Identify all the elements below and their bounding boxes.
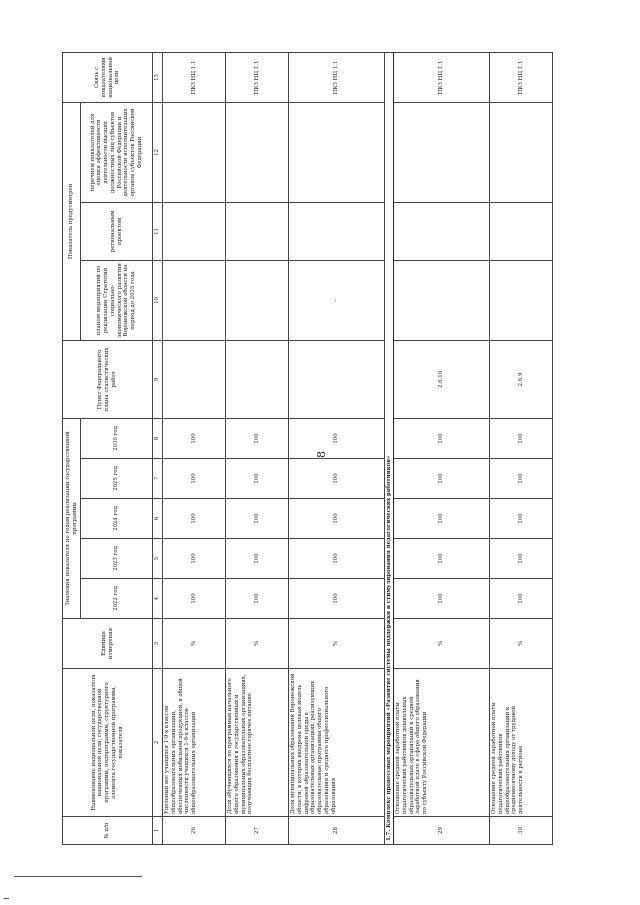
- row-fed-plan: [163, 340, 226, 418]
- column-number: 10: [153, 260, 163, 340]
- row-strategy: [163, 260, 226, 340]
- row-fed-plan: [226, 340, 289, 418]
- row-strategy: [490, 260, 553, 340]
- row-link: ПКЗ НЦ 1.1: [289, 52, 385, 102]
- margin-tick: [4, 898, 9, 899]
- header-strategy: планом мероприятий по реализации Стратегии социально-экономического развития Воронежской области на период до 2035 года: [81, 260, 153, 340]
- row-unit: %: [226, 619, 289, 669]
- row-name: Доля муниципальных образований Воронежской области, в которых внедрена целевая модель цифровой образовательной среды в образовательных организациях, реализующих образовательные программы общего образования и среднего профессионального образования: [289, 669, 385, 817]
- indicator-table: [62, 52, 553, 845]
- row-value: 100: [394, 499, 490, 539]
- table-row: [163, 52, 226, 844]
- row-link: ПКЗ НЦ 1.1: [490, 52, 553, 102]
- column-number: 13: [153, 52, 163, 102]
- header-efficiency-list: перечнем показателей для оценки эффективности деятельности высших должностных лиц субъектов Российской Федерации и деятельности исполнительных органов субъектов Российской Федерации: [81, 102, 153, 202]
- row-unit: %: [490, 619, 553, 669]
- header-year: 2022 год: [81, 579, 153, 619]
- header-year: 2024 год: [81, 499, 153, 539]
- row-strategy: [226, 260, 289, 340]
- column-number: 6: [153, 499, 163, 539]
- column-number: 1: [153, 817, 163, 845]
- row-num: 29: [394, 817, 490, 845]
- header-unit: Единица измерения: [63, 619, 153, 669]
- header-regional-project: региональным проектом: [81, 202, 153, 260]
- row-value: 100: [490, 459, 553, 499]
- row-value: 100: [163, 499, 226, 539]
- row-fed-plan: 2.6.10: [394, 340, 490, 418]
- row-fed-plan: [289, 340, 385, 418]
- row-regional-project: [289, 202, 385, 260]
- row-regional-project: [394, 202, 490, 260]
- row-value: 100: [226, 499, 289, 539]
- row-regional-project: [226, 202, 289, 260]
- row-name: Удельный вес учащихся 1-9-х классов общеобразовательных организаций, обеспеченных мобильной продукцией, в общей численности учащихся 1-9-х классов общеобразовательных организаций: [163, 669, 226, 817]
- indicator-table-container: [62, 53, 594, 845]
- row-regional-project: [163, 202, 226, 260]
- row-efficiency-list: [163, 102, 226, 202]
- table-row: [490, 52, 553, 844]
- row-num: 27: [226, 817, 289, 845]
- row-value: 100: [163, 539, 226, 579]
- row-value: 100: [163, 579, 226, 619]
- row-num: 28: [289, 817, 385, 845]
- row-link: ПКЗ НЦ 1.1: [163, 52, 226, 102]
- row-unit: %: [394, 619, 490, 669]
- row-value: 100: [289, 539, 385, 579]
- row-value: 100: [289, 459, 385, 499]
- row-value: 100: [394, 579, 490, 619]
- row-link: ПКЗ НЦ 1.1: [226, 52, 289, 102]
- column-number: 2: [153, 669, 163, 817]
- row-efficiency-list: [289, 102, 385, 202]
- row-value: 100: [226, 579, 289, 619]
- column-number: 11: [153, 202, 163, 260]
- row-num: 26: [163, 817, 226, 845]
- header-name: Наименование национальной цели, показателя национальной цели, государственной программы, подпрограммы, структурного элемента государственной программы, показателя: [63, 669, 153, 817]
- section-title: 1.7. Комплекс процессных мероприятий «Развитие системы поддержки и стимулирования педагогических работников»: [385, 52, 394, 844]
- row-num: 30: [490, 817, 553, 845]
- row-value: 100: [163, 459, 226, 499]
- row-name: Доля обучающихся по программам начального общего образования в государственных и муниципальных образовательных организациях, получающих бесплатное горячее питание: [226, 669, 289, 817]
- header-num: № п/п: [63, 817, 153, 845]
- row-value: 100: [226, 418, 289, 458]
- column-number: 3: [153, 619, 163, 669]
- row-strategy: [394, 260, 490, 340]
- row-regional-project: [490, 202, 553, 260]
- row-value: 100: [226, 459, 289, 499]
- row-efficiency-list: [226, 102, 289, 202]
- column-number: 12: [153, 102, 163, 202]
- header-indicator-group: Показатель предусмотрен: [63, 102, 81, 340]
- row-value: 100: [289, 579, 385, 619]
- row-strategy: -: [289, 260, 385, 340]
- footnote-divider: [14, 876, 142, 877]
- row-unit: %: [163, 619, 226, 669]
- row-efficiency-list: [490, 102, 553, 202]
- row-value: 100: [289, 499, 385, 539]
- table-row: [394, 52, 490, 844]
- table-row: [289, 52, 385, 844]
- row-efficiency-list: [394, 102, 490, 202]
- column-number-row: [153, 52, 163, 844]
- row-link: ПКЗ НЦ 1.1: [394, 52, 490, 102]
- section-header-row: [385, 52, 394, 844]
- column-number: 8: [153, 418, 163, 458]
- header-link: Связь с показателями национальной цели: [63, 52, 153, 102]
- row-value: 100: [490, 539, 553, 579]
- row-value: 100: [490, 418, 553, 458]
- row-value: 100: [490, 579, 553, 619]
- column-number: 4: [153, 579, 163, 619]
- row-value: 100: [394, 459, 490, 499]
- column-number: 9: [153, 340, 163, 418]
- header-year: 2030 год: [81, 418, 153, 458]
- row-name: Отношение средней заработной платы педагогических работников дошкольных образовательных организаций к средней заработной плате в сфере общего образования по субъекту Российской Федерации: [394, 669, 490, 817]
- row-value: 100: [163, 418, 226, 458]
- row-value: 100: [289, 418, 385, 458]
- header-fed-plan: Пункт Федерального плана статистических работ: [63, 340, 153, 418]
- page-number: 8: [315, 451, 328, 458]
- row-value: 100: [394, 418, 490, 458]
- column-number: 7: [153, 459, 163, 499]
- table-row: [226, 52, 289, 844]
- row-value: 100: [226, 539, 289, 579]
- header-year: 2025 год: [81, 459, 153, 499]
- row-unit: %: [289, 619, 385, 669]
- row-value: 100: [490, 499, 553, 539]
- row-fed-plan: 2.6.9: [490, 340, 553, 418]
- row-name: Отношение средней заработной платы педагогических работников общеобразовательных организаций к среднемесячному доходу от трудовой деятельности в регионе: [490, 669, 553, 817]
- column-number: 5: [153, 539, 163, 579]
- header-year: 2023 год: [81, 539, 153, 579]
- row-value: 100: [394, 539, 490, 579]
- header-values-group: Значения показателя по годам реализации государственной программы: [63, 418, 81, 618]
